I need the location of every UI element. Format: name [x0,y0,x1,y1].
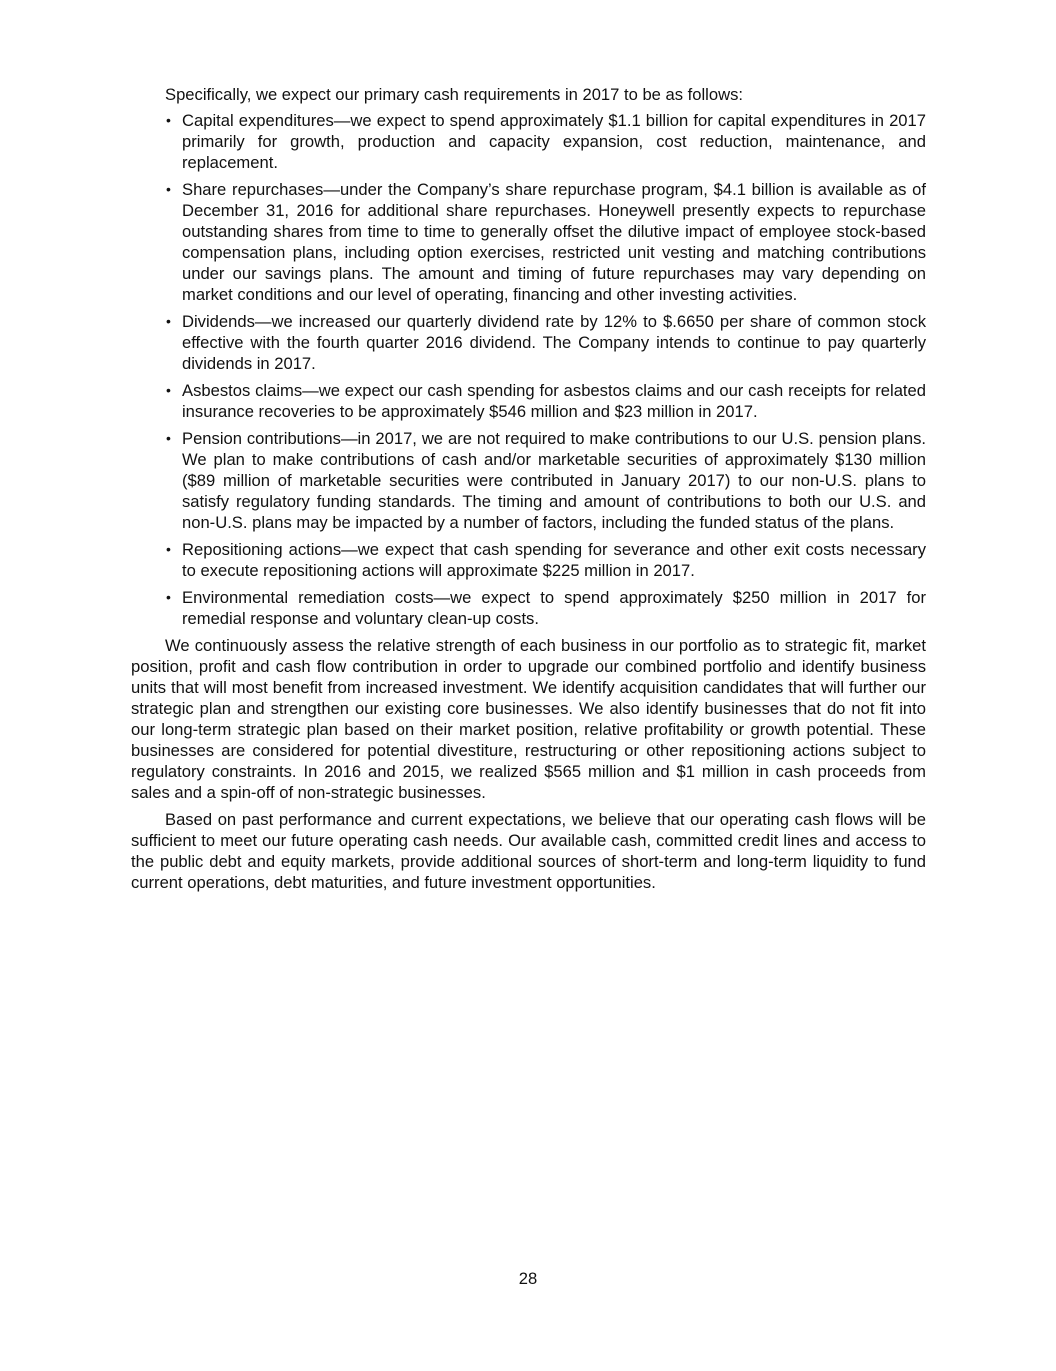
list-item-text: Dividends—we increased our quarterly dividend rate by 12% to $.6650 per share of common stock effective with the fourth quarter 2016 dividend. The Company intends to continue to pay quarterly dividends in 2017. [182,312,926,373]
list-item-text: Repositioning actions—we expect that cash spending for severance and other exit costs necessary to execute repositioning actions will approximate $225 million in 2017. [182,540,926,580]
intro-paragraph: Specifically, we expect our primary cash requirements in 2017 to be as follows: [165,85,743,104]
list-item-text: Asbestos claims—we expect our cash spending for asbestos claims and our cash receipts for related insurance recoveries to be approximately $546 million and $23 million in 2017. [182,381,926,421]
liquidity-paragraph: Based on past performance and current expectations, we believe that our operating cash flows will be sufficient to meet our future operating cash needs. Our available cash, committed credit lines and access to the public debt and equity markets, provide additional sources of short-term and long-term liquidity to fund current operations, debt maturities, and future investment opportunities. [131,810,926,892]
bullet-icon: • [166,541,171,557]
list-item-capital-expenditures [131,110,926,173]
list-item-text: Capital expenditures—we expect to spend approximately $1.1 billion for capital expenditures in 2017 primarily for growth, production and capacity expansion, cost reduction, maintenance, and replacement. [182,111,926,172]
bullet-icon: • [166,313,171,329]
bullet-icon: • [166,430,171,446]
portfolio-assessment-paragraph: We continuously assess the relative strength of each business in our portfolio as to strategic fit, market position, profit and cash flow contribution in order to upgrade our combined portfolio and identify business units that will most benefit from increased investment. We identify acquisition candidates that will further our strategic plan and strengthen our existing core businesses. We also identify businesses that do not fit into our long-term strategic plan based on their market position, relative profitability or growth potential. These businesses are considered for potential divestiture, restructuring or other repositioning actions subject to regulatory constraints. In 2016 and 2015, we realized $565 million and $1 million in cash proceeds from sales and a spin-off of non-strategic businesses. [131,636,926,802]
list-item-text: Pension contributions—in 2017, we are not required to make contributions to our U.S. pension plans. We plan to make contributions of cash and/or marketable securities of approximately $130 million ($89 million of marketable securities were contributed in January 2017) to our non-U.S. plans to satisfy regulatory funding standards. The timing and amount of contributions to both our U.S. and non-U.S. plans may be impacted by a number of factors, including the funded status of the plans. [182,429,926,532]
list-item-repositioning-actions [131,539,926,581]
page-number: 28 [518,1269,538,1288]
list-item-environmental-remediation [131,587,926,629]
list-item-dividends [131,311,926,374]
list-item-text: Environmental remediation costs—we expect to spend approximately $250 million in 2017 for remedial response and voluntary clean-up costs. [182,588,926,628]
bullet-icon: • [166,112,171,128]
cash-requirements-list [131,110,926,629]
bullet-icon: • [166,382,171,398]
list-item-pension-contributions [131,428,926,533]
document-page [131,84,926,899]
bullet-icon: • [166,589,171,605]
list-item-share-repurchases [131,179,926,305]
bullet-icon: • [166,181,171,197]
list-item-asbestos-claims [131,380,926,422]
list-item-text: Share repurchases—under the Company’s share repurchase program, $4.1 billion is available as of December 31, 2016 for additional share repurchases. Honeywell presently expects to repurchase outstanding shares from time to time to generally offset the dilutive impact of employee stock-based compensation plans, including option exercises, restricted unit vesting and matching contributions under our savings plans. The amount and timing of future repurchases may vary depending on market conditions and our level of operating, financing and other investing activities. [182,180,926,304]
